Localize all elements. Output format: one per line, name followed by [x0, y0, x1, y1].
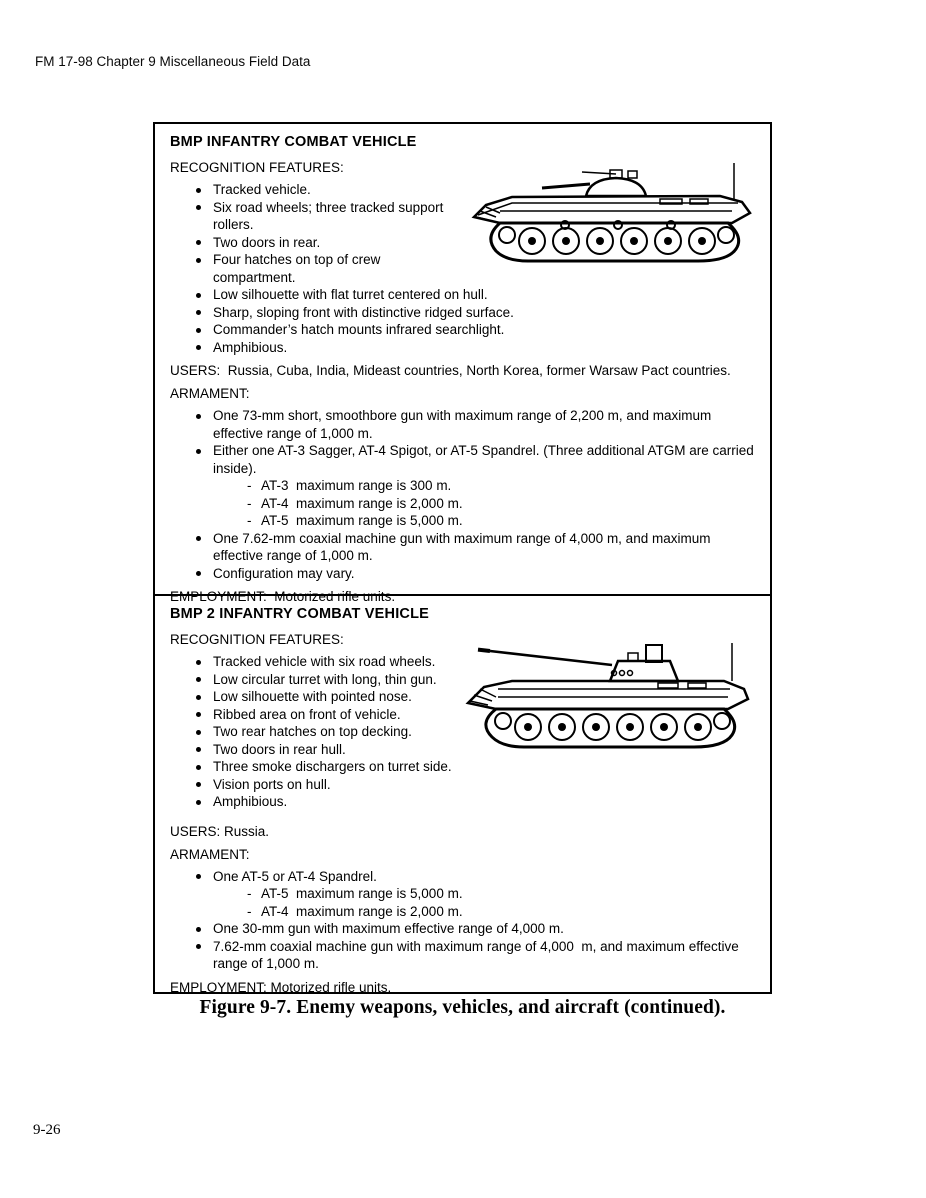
employment-line: EMPLOYMENT: Motorized rifle units.: [170, 979, 392, 995]
panel-bmp1: [155, 124, 770, 604]
running-header: FM 17-98 Chapter 9 Miscellaneous Field Data: [35, 54, 311, 69]
list-item: Amphibious.: [213, 339, 758, 357]
list-item: Vision ports on hull.: [213, 776, 758, 794]
list-item: Ribbed area on front of vehicle.: [213, 706, 758, 724]
page-number: 9-26: [33, 1122, 61, 1138]
list-item: Sharp, sloping front with distinctive ridged surface.: [213, 304, 758, 322]
sub-list-item: - AT-5 maximum range is 5,000 m.: [261, 512, 758, 530]
list-item: One 73-mm short, smoothbore gun with maximum range of 2,200 m, and maximum effective range of 1,000 m.: [213, 407, 758, 442]
panel-title: BMP INFANTRY COMBAT VEHICLE: [170, 134, 417, 150]
list-item: Amphibious.: [213, 793, 758, 811]
panel-bmp2: [155, 596, 770, 995]
list-item: Four hatches on top of crew compartment.: [213, 251, 758, 286]
list-item: Low silhouette with flat turret centered on hull.: [213, 286, 758, 304]
armament-list: [168, 868, 758, 973]
armament-label: ARMAMENT:: [170, 846, 250, 862]
list-item: 7.62-mm coaxial machine gun with maximum range of 4,000 m, and maximum effective range of 1,000 m.: [213, 938, 758, 973]
list-item: One 7.62-mm coaxial machine gun with maximum range of 4,000 m, and maximum effective range of 1,000 m.: [213, 530, 758, 565]
panel-title: BMP 2 INFANTRY COMBAT VEHICLE: [170, 606, 430, 622]
list-item: Configuration may vary.: [213, 565, 758, 583]
recognition-features-label: RECOGNITION FEATURES:: [170, 160, 344, 175]
list-item: Tracked vehicle with six road wheels.: [213, 653, 758, 671]
sub-list-item: - AT-4 maximum range is 2,000 m.: [261, 903, 758, 921]
list-item: Low silhouette with pointed nose.: [213, 688, 758, 706]
recognition-features-list: [168, 181, 758, 356]
list-item: One 30-mm gun with maximum effective range of 4,000 m.: [213, 920, 758, 938]
list-item: Three smoke dischargers on turret side.: [213, 758, 758, 776]
atgm-range-sublist: [213, 885, 758, 920]
sub-list-item: - AT-3 maximum range is 300 m.: [261, 477, 758, 495]
list-item: Low circular turret with long, thin gun.: [213, 671, 758, 689]
recognition-features-label: RECOGNITION FEATURES:: [170, 632, 344, 647]
figure-box: [153, 122, 772, 994]
list-item: One AT-5 or AT-4 Spandrel. - AT-5 maximum range is 5,000 m. - AT-4 maximum range is 2,000 m.: [213, 868, 758, 921]
armament-list: [168, 407, 758, 582]
users-line: USERS: Russia, Cuba, India, Mideast countries, North Korea, former Warsaw Pact countries.: [170, 363, 731, 378]
sub-list-item: - AT-5 maximum range is 5,000 m.: [261, 885, 758, 903]
list-item: Two rear hatches on top decking.: [213, 723, 758, 741]
list-item: Six road wheels; three tracked support rollers.: [213, 199, 758, 234]
list-item: Two doors in rear hull.: [213, 741, 758, 759]
recognition-features-list: [168, 653, 758, 811]
armament-label: ARMAMENT:: [170, 386, 250, 401]
figure-caption: Figure 9-7. Enemy weapons, vehicles, and aircraft (continued).: [199, 997, 726, 1018]
users-line: USERS: Russia.: [170, 823, 270, 839]
list-item: Tracked vehicle.: [213, 181, 758, 199]
list-item: Two doors in rear.: [213, 234, 758, 252]
list-item: Commander’s hatch mounts infrared searchlight.: [213, 321, 758, 339]
employment-line: EMPLOYMENT: Motorized rifle units.: [170, 589, 396, 604]
list-item: Either one AT-3 Sagger, AT-4 Spigot, or AT-5 Spandrel. (Three additional ATGM are carried inside). - AT-3 maximum range is 300 m. - AT-4 maximum range is 2,000 m. - AT-5 maximum range is 5,000 m.: [213, 442, 758, 530]
sub-list-item: - AT-4 maximum range is 2,000 m.: [261, 495, 758, 513]
atgm-range-sublist: [213, 477, 758, 530]
